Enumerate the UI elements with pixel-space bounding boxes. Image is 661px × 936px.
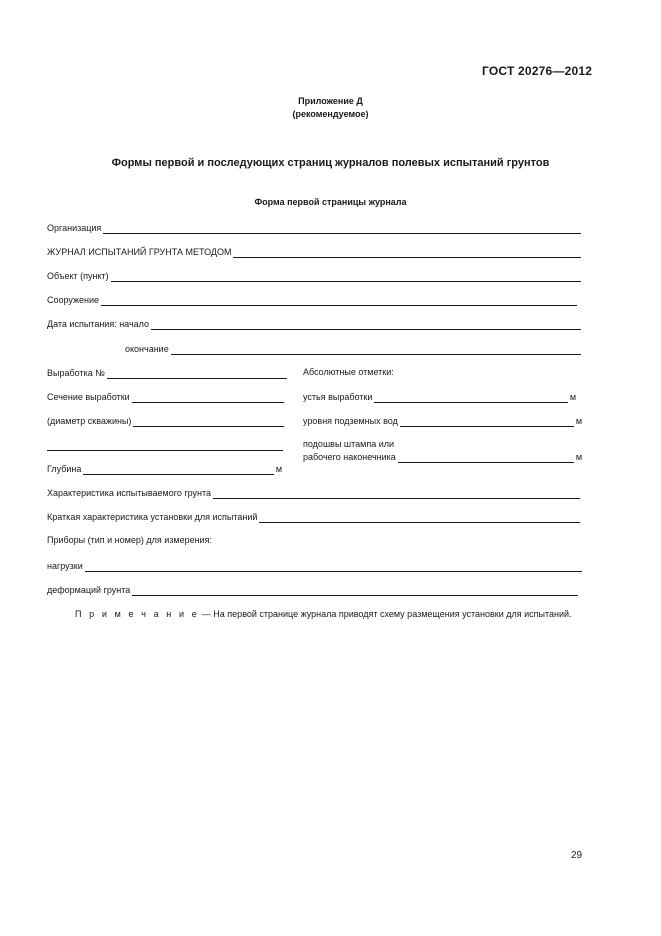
loads-blank (85, 561, 582, 572)
mouth-field (303, 389, 576, 403)
structure-field (47, 292, 577, 306)
test-date-blank (151, 319, 581, 330)
setup-char-blank (259, 512, 580, 523)
test-date-label: Дата испытания: начало (47, 319, 150, 329)
depth-blank (83, 464, 273, 475)
excavation-label: Выработка № (47, 368, 105, 378)
depth-label: Глубина (47, 464, 82, 474)
structure-label: Сооружение (47, 295, 100, 305)
depth-field (47, 461, 282, 475)
sole-label-line2: рабочего наконечника (303, 452, 396, 462)
sole-unit: м (575, 452, 582, 462)
page-number: 29 (571, 850, 583, 861)
object-blank (111, 271, 581, 282)
end-date-label: окончание (125, 344, 169, 354)
note-text: — На первой странице журнала приводят схему размещения установки для испытаний. (199, 609, 572, 619)
object-label: Объект (пункт) (47, 271, 109, 281)
method-label: ЖУРНАЛ ИСПЫТАНИЙ ГРУНТА МЕТОДОМ (47, 247, 232, 257)
diameter-label: (диаметр скважины) (47, 416, 132, 426)
loads-label: нагрузки (47, 561, 83, 571)
method-field (47, 244, 581, 258)
deformations-blank (132, 585, 578, 596)
appendix-title: Приложение Д (298, 96, 363, 106)
deformations-field (47, 582, 578, 596)
end-date-blank (171, 344, 581, 355)
end-date-field (125, 341, 581, 355)
sole-blank (398, 452, 574, 463)
mouth-label: устья выработки (303, 392, 373, 402)
groundwater-blank (400, 416, 574, 427)
form-title: Форма первой страницы журнала (254, 197, 407, 207)
deformations-label: деформаций грунта (47, 585, 131, 595)
organization-blank (103, 223, 581, 234)
depth-unit: м (275, 464, 282, 474)
excavation-blank (107, 368, 287, 379)
method-blank (233, 247, 581, 258)
note-label: П р и м е ч а н и е (75, 609, 200, 619)
structure-blank (101, 295, 577, 306)
extra-blank (47, 440, 283, 451)
section-blank (132, 392, 284, 403)
appendix-status: (рекомендуемое) (292, 109, 369, 119)
mouth-unit: м (569, 392, 576, 402)
extra-blank-field (47, 437, 283, 451)
mouth-blank (374, 392, 567, 403)
section-title: Формы первой и последующих страниц журналов полевых испытаний грунтов (111, 157, 550, 169)
organization-label: Организация (47, 223, 102, 233)
diameter-field (47, 413, 284, 427)
section-field (47, 389, 284, 403)
diameter-blank (133, 416, 284, 427)
section-label: Сечение выработки (47, 392, 130, 402)
soil-char-field (47, 485, 580, 499)
excavation-field (47, 365, 287, 379)
groundwater-field (303, 413, 582, 427)
absolute-marks-label: Абсолютные отметки: (303, 367, 394, 377)
loads-field (47, 558, 582, 572)
soil-char-label: Характеристика испытываемого грунта (47, 488, 212, 498)
sole-label-line1: подошвы штампа или (303, 439, 395, 449)
organization-field (47, 220, 581, 234)
setup-char-label: Краткая характеристика установки для испытаний (47, 512, 258, 522)
sole-field (303, 449, 582, 463)
groundwater-unit: м (575, 416, 582, 426)
standard-number: ГОСТ 20276—2012 (482, 64, 593, 78)
soil-char-blank (213, 488, 580, 499)
devices-label: Приборы (тип и номер) для измерения: (47, 535, 212, 545)
object-field (47, 268, 581, 282)
groundwater-label: уровня подземных вод (303, 416, 398, 426)
test-date-field (47, 316, 581, 330)
note (75, 609, 572, 619)
setup-char-field (47, 509, 580, 523)
